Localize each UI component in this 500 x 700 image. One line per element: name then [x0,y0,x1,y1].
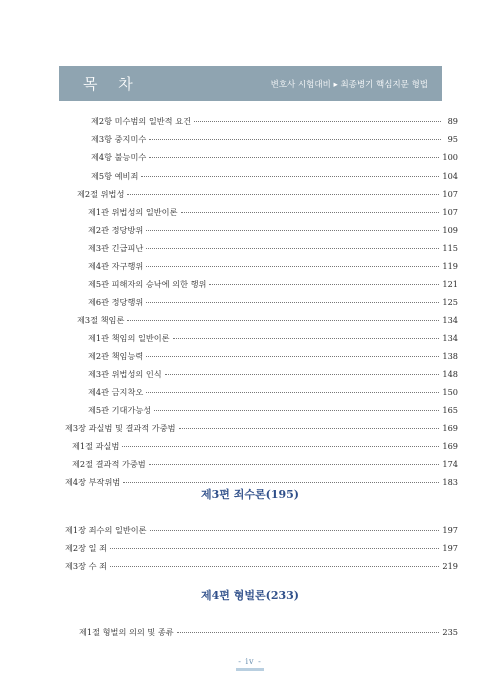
toc-entry[interactable] [72,458,458,470]
toc-entry[interactable] [88,260,458,272]
toc-entry-page: 138 [442,351,458,361]
toc-header-band [59,66,442,101]
toc-entry-page: 197 [442,543,458,553]
toc-entry[interactable] [88,332,458,344]
toc-entry-title: 제4관 자구행위 [88,261,144,271]
toc-entry-page: 134 [442,315,458,325]
toc-entry-page: 183 [442,477,458,487]
toc-entry-page: 148 [442,369,458,379]
toc-entry[interactable] [65,542,458,554]
toc-entry-title: 제2관 책임능력 [88,351,144,361]
toc-entry-page: 119 [442,261,458,271]
toc-entry-page: 125 [442,297,458,307]
dot-leader [150,529,440,531]
toc-entry-page: 235 [442,627,458,637]
toc-entry-page: 150 [442,387,458,397]
toc-entry-title: 제2절 위법성 [77,189,125,199]
toc-entry[interactable] [77,188,458,200]
toc-entry-title: 제1장 죄수의 일반이론 [65,525,147,535]
toc-entry-page: 174 [442,459,458,469]
dot-leader [177,631,440,633]
dot-leader [181,211,440,213]
dot-leader [122,445,439,447]
toc-entry-page: 169 [442,441,458,451]
footer-decoration-bar [236,668,264,671]
toc-entry[interactable] [88,278,458,290]
toc-entry[interactable] [88,206,458,218]
toc-entry[interactable] [88,242,458,254]
toc-entry[interactable] [88,404,458,416]
toc-entry[interactable] [65,560,458,572]
toc-entry[interactable] [88,350,458,362]
dot-leader [149,138,441,140]
dot-leader [173,337,440,339]
toc-entry-page: 197 [442,525,458,535]
toc-entry-title: 제3장 수 죄 [65,561,108,571]
toc-entry[interactable] [88,386,458,398]
dot-leader [146,247,439,249]
toc-entry[interactable] [79,626,458,638]
toc-entry[interactable] [91,133,458,145]
toc-entry-title: 제4장 부작위범 [65,477,121,487]
toc-entry[interactable] [65,524,458,536]
toc-entry[interactable] [88,224,458,236]
toc-entry-page: 134 [442,333,458,343]
part4-heading: 제4편 형벌론(233) [201,589,299,602]
toc-entry-page: 100 [442,152,458,162]
toc-entry-title: 제4항 불능미수 [91,152,147,162]
dot-leader [149,156,439,158]
dot-leader [149,463,440,465]
toc-entry[interactable] [91,151,458,163]
toc-entry[interactable] [77,314,458,326]
dot-leader [127,193,439,195]
toc-entry-title: 제2항 미수범의 일반적 요건 [91,116,192,126]
toc-entry-title: 제6관 정당행위 [88,297,144,307]
toc-entry-title: 제1절 형벌의 의의 및 종류 [79,627,174,637]
toc-entry-page: 95 [447,134,458,144]
dot-leader [110,547,439,549]
toc-entry-title: 제2절 결과적 가중범 [72,459,146,469]
toc-entry-title: 제2장 일 죄 [65,543,108,553]
toc-entry-title: 제3장 과실범 및 결과적 가중범 [65,423,176,433]
toc-entry[interactable] [88,296,458,308]
toc-entry-page: 107 [442,207,458,217]
toc-entry-title: 제5관 기대가능성 [88,405,152,415]
toc-entry-title: 제1관 책임의 일반이론 [88,333,170,343]
dot-leader [146,391,439,393]
toc-entry-page: 115 [442,243,458,253]
dot-leader [146,265,439,267]
part3-heading: 제3편 죄수론(195) [201,488,299,501]
toc-entry-page: 109 [442,225,458,235]
toc-entry-title: 제3절 책임론 [77,315,125,325]
dot-leader [123,481,439,483]
dot-leader [110,565,439,567]
toc-entry-page: 107 [442,189,458,199]
toc-entry[interactable] [88,368,458,380]
toc-entry-title: 제3항 중지미수 [91,134,147,144]
dot-leader [179,427,440,429]
toc-entry-title: 제3관 긴급피난 [88,243,144,253]
toc-entry[interactable] [65,422,458,434]
dot-leader [146,229,439,231]
toc-entry[interactable] [91,115,458,127]
toc-entry-page: 169 [442,423,458,433]
toc-entry-title: 제3관 위법성의 인식 [88,369,162,379]
dot-leader [209,283,439,285]
toc-entry-title: 제1관 위법성의 일반이론 [88,207,178,217]
toc-title: 목 차 [83,75,141,93]
toc-entry-page: 121 [442,279,458,289]
toc-entry-page: 165 [442,405,458,415]
book-subtitle: 변호사 시험대비 ▸ 최종병기 핵심지문 형법 [270,79,428,90]
dot-leader [141,175,439,177]
toc-entry-title: 제5항 예비죄 [91,171,139,181]
toc-entry-title: 제4관 금지착오 [88,387,144,397]
toc-entry-page: 104 [442,171,458,181]
toc-entry-page: 219 [442,561,458,571]
dot-leader [165,373,440,375]
dot-leader [146,301,439,303]
dot-leader [146,355,439,357]
dot-leader [194,120,441,122]
page-number: - iv - [238,657,262,666]
toc-entry-title: 제5관 피해자의 승낙에 의한 행위 [88,279,207,289]
toc-entry-title: 제1절 과실범 [72,441,120,451]
toc-entry-title: 제2관 정당방위 [88,225,144,235]
toc-entry[interactable] [91,170,458,182]
toc-entry-page: 89 [447,116,458,126]
dot-leader [127,319,439,321]
dot-leader [154,409,439,411]
toc-entry[interactable] [72,440,458,452]
